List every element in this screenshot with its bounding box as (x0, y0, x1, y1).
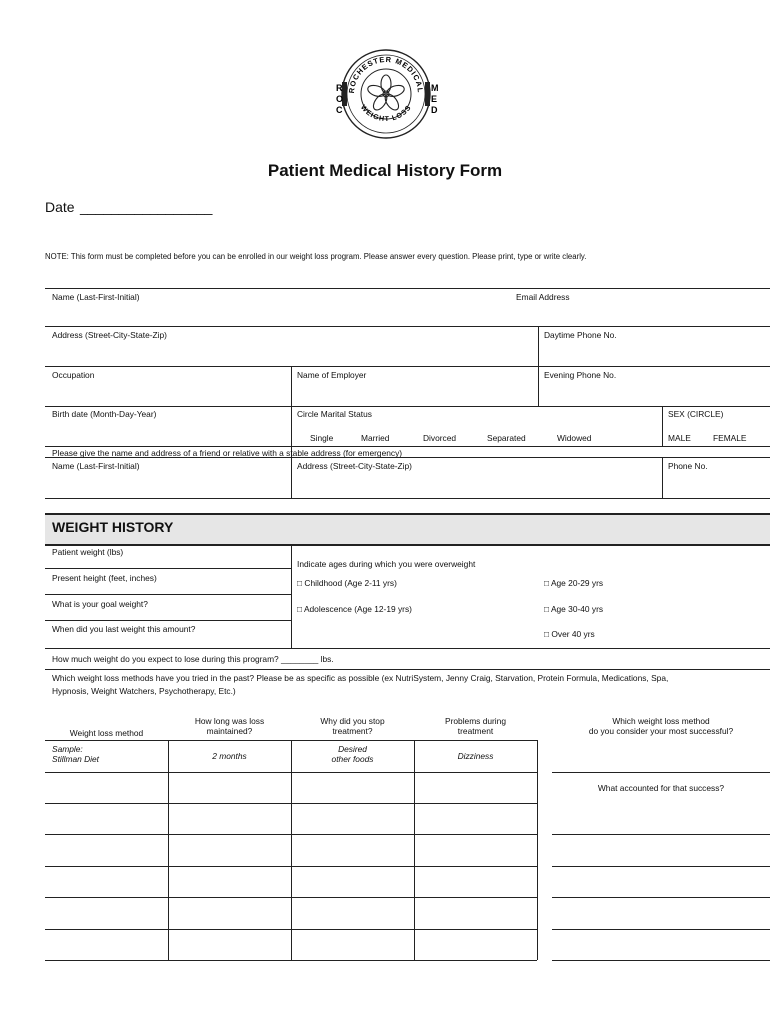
logo-top-text: ROCHESTER MEDICAL (346, 54, 426, 94)
goal-weight-label: What is your goal weight? (52, 599, 148, 609)
email-field[interactable] (512, 303, 770, 325)
date-label: Date (45, 199, 75, 215)
age-childhood-option[interactable] (297, 578, 397, 588)
last-weight-label: When did you last weight this amount? (52, 624, 196, 634)
sex-male[interactable]: MALE (668, 433, 691, 443)
logo-letter-c: C (336, 105, 343, 115)
age-adolescence-label: Adolescence (Age 12-19 yrs) (303, 604, 412, 614)
age-30-40-option[interactable] (544, 604, 603, 614)
sample-duration: 2 months (212, 751, 247, 761)
most-successful-label: Which weight loss method do you consider your most successful? (588, 716, 734, 736)
sample-problems: Dizziness (457, 751, 494, 761)
patient-weight-label: Patient weight (lbs) (52, 547, 124, 557)
checkbox-icon[interactable]: □ (544, 629, 550, 639)
marital-single[interactable]: Single (310, 433, 334, 443)
age-over-40-label: Over 40 yrs (551, 629, 595, 639)
col-header-problems: Problems during treatment (445, 716, 506, 736)
checkbox-icon[interactable]: □ (544, 578, 550, 588)
logo-letter-r: R (336, 83, 343, 93)
form-note: NOTE: This form must be completed before you can be enrolled in our weight loss program. Please answer every question. Please print, type or write clearly. (45, 252, 587, 261)
logo-letter-d: D (431, 105, 438, 115)
age-20-29-option[interactable] (544, 578, 603, 588)
present-height-label: Present height (feet, inches) (52, 573, 157, 583)
age-20-29-label: Age 20-29 yrs (550, 578, 604, 588)
daytime-phone-label: Daytime Phone No. (544, 330, 617, 340)
marital-divorced[interactable]: Divorced (423, 433, 457, 443)
col-header-method: Weight loss method (69, 728, 144, 738)
logo-letter-o: O (336, 94, 344, 104)
checkbox-icon[interactable]: □ (544, 604, 550, 614)
logo-bottom-text: WEIGHT LOSS (358, 104, 414, 124)
employer-label: Name of Employer (297, 370, 367, 380)
name-label: Name (Last-First-Initial) (52, 292, 140, 302)
svg-text:ROCHESTER MEDICAL (347, 55, 425, 94)
success-reason-label: What accounted for that success? (597, 783, 725, 793)
logo-letter-m: M (431, 83, 439, 93)
age-30-40-label: Age 30-40 yrs (550, 604, 604, 614)
age-over-40-option[interactable] (544, 629, 595, 639)
sample-method: Sample: Stillman Diet (52, 744, 100, 764)
checkbox-icon[interactable]: □ (297, 604, 303, 614)
weight-history-heading: WEIGHT HISTORY (52, 519, 174, 535)
methods-tried-line-1: Which weight loss methods have you tried in the past? Please be as specific as possible (ex NutriSystem, Jenny Craig, Starvation, Protein Formula, Medications, Spa, (52, 673, 669, 683)
sex-female[interactable]: FEMALE (713, 433, 747, 443)
occupation-label: Occupation (52, 370, 95, 380)
sample-stop-reason: Desired other foods (331, 744, 374, 764)
emergency-address-label: Address (Street-City-State-Zip) (297, 461, 412, 471)
address-label: Address (Street-City-State-Zip) (52, 330, 167, 340)
marital-widowed[interactable]: Widowed (557, 433, 592, 443)
sex-label: SEX (CIRCLE) (668, 409, 724, 419)
email-label: Email Address (516, 292, 570, 302)
age-adolescence-option[interactable] (297, 604, 412, 614)
emergency-note: Please give the name and address of a friend or relative with a stable address (for emergency) (52, 448, 403, 458)
birth-date-label: Birth date (Month-Day-Year) (52, 409, 157, 419)
marital-status-label: Circle Marital Status (297, 409, 372, 419)
clinic-logo (328, 44, 444, 148)
age-childhood-label: Childhood (Age 2-11 yrs) (304, 578, 397, 588)
emergency-phone-label: Phone No. (668, 461, 708, 471)
checkbox-icon[interactable]: □ (297, 578, 303, 588)
expect-lose-label: How much weight do you expect to lose during this program? ________ lbs. (52, 654, 334, 664)
emergency-name-label: Name (Last-First-Initial) (52, 461, 140, 471)
methods-tried-line-2: Hypnosis, Weight Watchers, Psychotherapy, Etc.) (52, 686, 236, 696)
logo-letter-e: E (431, 94, 438, 104)
overweight-ages-label: Indicate ages during which you were overweight (297, 559, 476, 569)
marital-married[interactable]: Married (361, 433, 390, 443)
col-header-duration: How long was loss maintained? (194, 716, 265, 736)
marital-separated[interactable]: Separated (487, 433, 526, 443)
evening-phone-label: Evening Phone No. (544, 370, 617, 380)
col-header-stop-reason: Why did you stop treatment? (320, 716, 385, 736)
name-field[interactable] (45, 303, 505, 325)
date-field[interactable]: _________________ (80, 199, 213, 215)
svg-text:WEIGHT LOSS (359, 104, 413, 123)
page-title: Patient Medical History Form (267, 161, 503, 180)
